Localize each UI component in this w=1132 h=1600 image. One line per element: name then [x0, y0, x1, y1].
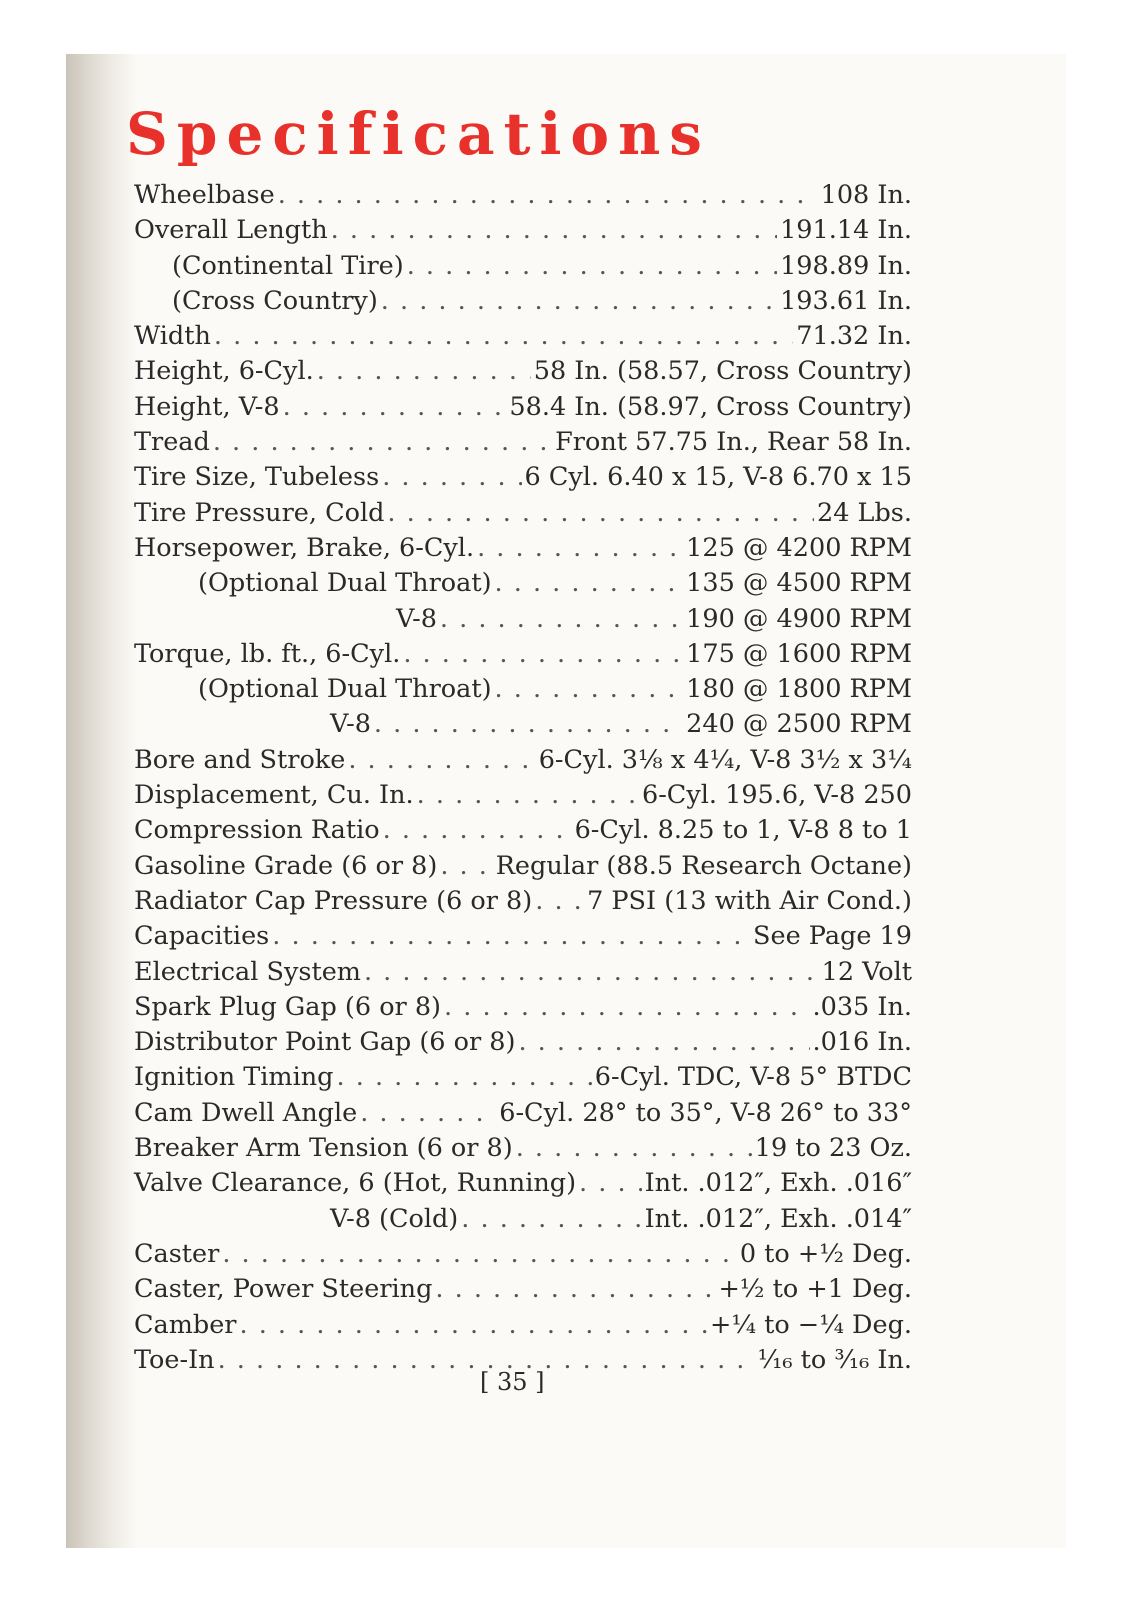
dot-leader — [444, 990, 809, 1025]
spec-row — [134, 354, 912, 389]
spec-label: Valve Clearance, 6 (Hot, Running) — [134, 1168, 577, 1199]
spec-value: 19 to 23 Oz. — [754, 1133, 912, 1164]
spec-row — [134, 1272, 912, 1307]
spec-row — [134, 496, 912, 531]
spec-row — [134, 178, 912, 213]
spec-label: Tire Pressure, Cold — [134, 497, 385, 528]
dot-leader — [360, 1096, 496, 1131]
spec-value: 175 @ 1600 RPM — [686, 638, 912, 669]
spec-label: Camber — [134, 1309, 237, 1340]
spec-row — [134, 1025, 912, 1060]
spec-value: 198.89 In. — [780, 250, 912, 281]
spec-row — [134, 743, 912, 778]
page-gutter-shadow — [66, 54, 138, 1548]
dot-leader — [374, 707, 683, 742]
spec-label: Electrical System — [134, 956, 361, 987]
spec-value: 125 @ 4200 RPM — [686, 532, 912, 563]
spec-value: 0 to +½ Deg. — [739, 1238, 912, 1269]
spec-row — [134, 813, 912, 848]
dot-leader — [348, 743, 535, 778]
spec-row — [134, 425, 912, 460]
spec-row — [134, 566, 912, 601]
spec-label: Gasoline Grade (6 or 8) — [134, 850, 438, 881]
dot-leader — [440, 602, 683, 637]
dot-leader — [278, 178, 818, 213]
spec-row — [134, 213, 912, 248]
spec-row — [134, 1202, 912, 1237]
spec-row — [134, 778, 912, 813]
spec-label: Torque, lb. ft., 6-Cyl. — [134, 638, 401, 669]
dot-leader — [214, 319, 793, 354]
spec-value: 6-Cyl. 3⅛ x 4¼, V-8 3½ x 3¼ — [538, 744, 912, 775]
spec-value: 190 @ 4900 RPM — [686, 603, 912, 634]
spec-row — [134, 531, 912, 566]
spec-value: 191.14 In. — [780, 215, 912, 246]
dot-leader — [382, 460, 521, 495]
dot-leader — [383, 813, 572, 848]
dot-leader — [272, 919, 750, 954]
dot-leader — [535, 884, 584, 919]
spec-value: +¼ to −¼ Deg. — [709, 1309, 912, 1340]
spec-label: V-8 (Cold) — [330, 1203, 459, 1234]
spec-row — [134, 884, 912, 919]
spec-label: Displacement, Cu. In. — [134, 780, 414, 811]
spec-label: Overall Length — [134, 215, 328, 246]
page-number: [ 35 ] — [480, 1368, 545, 1396]
dot-leader — [579, 1166, 642, 1201]
dot-leader — [516, 1131, 752, 1166]
spec-label: Caster — [134, 1238, 220, 1269]
spec-value: Front 57.75 In., Rear 58 In. — [555, 427, 912, 458]
dot-leader — [213, 425, 552, 460]
dot-leader — [495, 566, 684, 601]
spec-value: 6 Cyl. 6.40 x 15, V-8 6.70 x 15 — [524, 462, 912, 493]
dot-leader — [222, 1237, 736, 1272]
spec-label: (Continental Tire) — [172, 250, 404, 281]
dot-leader — [417, 778, 639, 813]
dot-leader — [461, 1202, 641, 1237]
spec-label: Capacities — [134, 921, 270, 952]
spec-row — [134, 955, 912, 990]
dot-leader — [317, 354, 531, 389]
spec-label: Toe-In — [134, 1344, 215, 1375]
dot-leader — [381, 284, 777, 319]
spec-value: Int. .012″, Exh. .016″ — [644, 1168, 912, 1199]
spec-label: Spark Plug Gap (6 or 8) — [134, 991, 442, 1022]
spec-value: 240 @ 2500 RPM — [686, 709, 912, 740]
spec-value: See Page 19 — [753, 921, 912, 952]
dot-leader — [518, 1025, 809, 1060]
spec-label: Bore and Stroke — [134, 744, 346, 775]
spec-row — [134, 707, 912, 742]
spec-label: Radiator Cap Pressure (6 or 8) — [134, 885, 533, 916]
spec-row — [134, 1060, 912, 1095]
dot-leader — [440, 849, 492, 884]
spec-label: Cam Dwell Angle — [134, 1097, 358, 1128]
spec-row — [134, 1237, 912, 1272]
spec-value: 6-Cyl. 28° to 35°, V-8 26° to 33° — [499, 1097, 912, 1128]
spec-row — [134, 319, 912, 354]
specifications-list — [134, 178, 912, 1378]
spec-row — [134, 1308, 912, 1343]
dot-leader — [495, 672, 684, 707]
spec-label: Breaker Arm Tension (6 or 8) — [134, 1133, 513, 1164]
spec-value: 180 @ 1800 RPM — [686, 674, 912, 705]
spec-label: Height, V-8 — [134, 391, 280, 422]
spec-value: 71.32 In. — [796, 321, 912, 352]
spec-value: 6-Cyl. 195.6, V-8 250 — [641, 780, 912, 811]
spec-row — [134, 460, 912, 495]
dot-leader — [477, 531, 683, 566]
spec-label: Height, 6-Cyl. — [134, 356, 314, 387]
spec-value: .035 In. — [812, 991, 912, 1022]
spec-label: Tire Size, Tubeless — [134, 462, 380, 493]
dot-leader — [240, 1308, 707, 1343]
spec-value: +½ to +1 Deg. — [718, 1274, 912, 1305]
spec-value: 58 In. (58.57, Cross Country) — [533, 356, 912, 387]
spec-value: 6-Cyl. 8.25 to 1, V-8 8 to 1 — [574, 815, 912, 846]
spec-value: 108 In. — [820, 180, 912, 210]
dot-leader — [435, 1272, 715, 1307]
spec-label: Distributor Point Gap (6 or 8) — [134, 1027, 516, 1058]
spec-row — [134, 284, 912, 319]
spec-value: 58.4 In. (58.97, Cross Country) — [509, 391, 912, 422]
dot-leader — [407, 249, 777, 284]
spec-row — [134, 390, 912, 425]
page-title: Specifications — [126, 100, 711, 168]
dot-leader — [403, 637, 683, 672]
spec-label: Caster, Power Steering — [134, 1274, 433, 1305]
spec-row — [134, 672, 912, 707]
spec-value: 24 Lbs. — [816, 497, 912, 528]
spec-row — [134, 990, 912, 1025]
spec-value: 193.61 In. — [780, 285, 912, 316]
spec-label: V-8 — [396, 603, 437, 634]
spec-row — [134, 1166, 912, 1201]
spec-label: (Cross Country) — [172, 285, 378, 316]
spec-label: Ignition Timing — [134, 1062, 334, 1093]
spec-value: 12 Volt — [821, 956, 912, 987]
spec-value: 6-Cyl. TDC, V-8 5° BTDC — [594, 1062, 912, 1093]
dot-leader — [331, 213, 777, 248]
spec-row — [134, 849, 912, 884]
spec-row — [134, 249, 912, 284]
spec-value: 7 PSI (13 with Air Cond.) — [587, 885, 912, 916]
spec-row — [134, 602, 912, 637]
dot-leader — [283, 390, 507, 425]
spec-value: .016 In. — [812, 1027, 912, 1058]
spec-label: Horsepower, Brake, 6-Cyl. — [134, 532, 475, 563]
dot-leader — [364, 955, 819, 990]
spec-label: Wheelbase — [134, 180, 275, 210]
spec-value: 135 @ 4500 RPM — [686, 568, 912, 599]
spec-label: Tread — [134, 427, 210, 458]
spec-row — [134, 919, 912, 954]
spec-label: Width — [134, 321, 211, 352]
spec-row — [134, 1131, 912, 1166]
dot-leader — [337, 1060, 592, 1095]
spec-label: (Optional Dual Throat) — [198, 674, 492, 705]
spec-value: ¹⁄₁₆ to ³⁄₁₆ In. — [757, 1344, 912, 1375]
spec-value: Int. .012″, Exh. .014″ — [644, 1203, 912, 1234]
dot-leader — [387, 496, 814, 531]
spec-value: Regular (88.5 Research Octane) — [495, 850, 912, 881]
spec-row — [134, 637, 912, 672]
spec-label: (Optional Dual Throat) — [198, 568, 492, 599]
spec-row — [134, 1096, 912, 1131]
spec-label: Compression Ratio — [134, 815, 380, 846]
spec-label: V-8 — [330, 709, 371, 740]
